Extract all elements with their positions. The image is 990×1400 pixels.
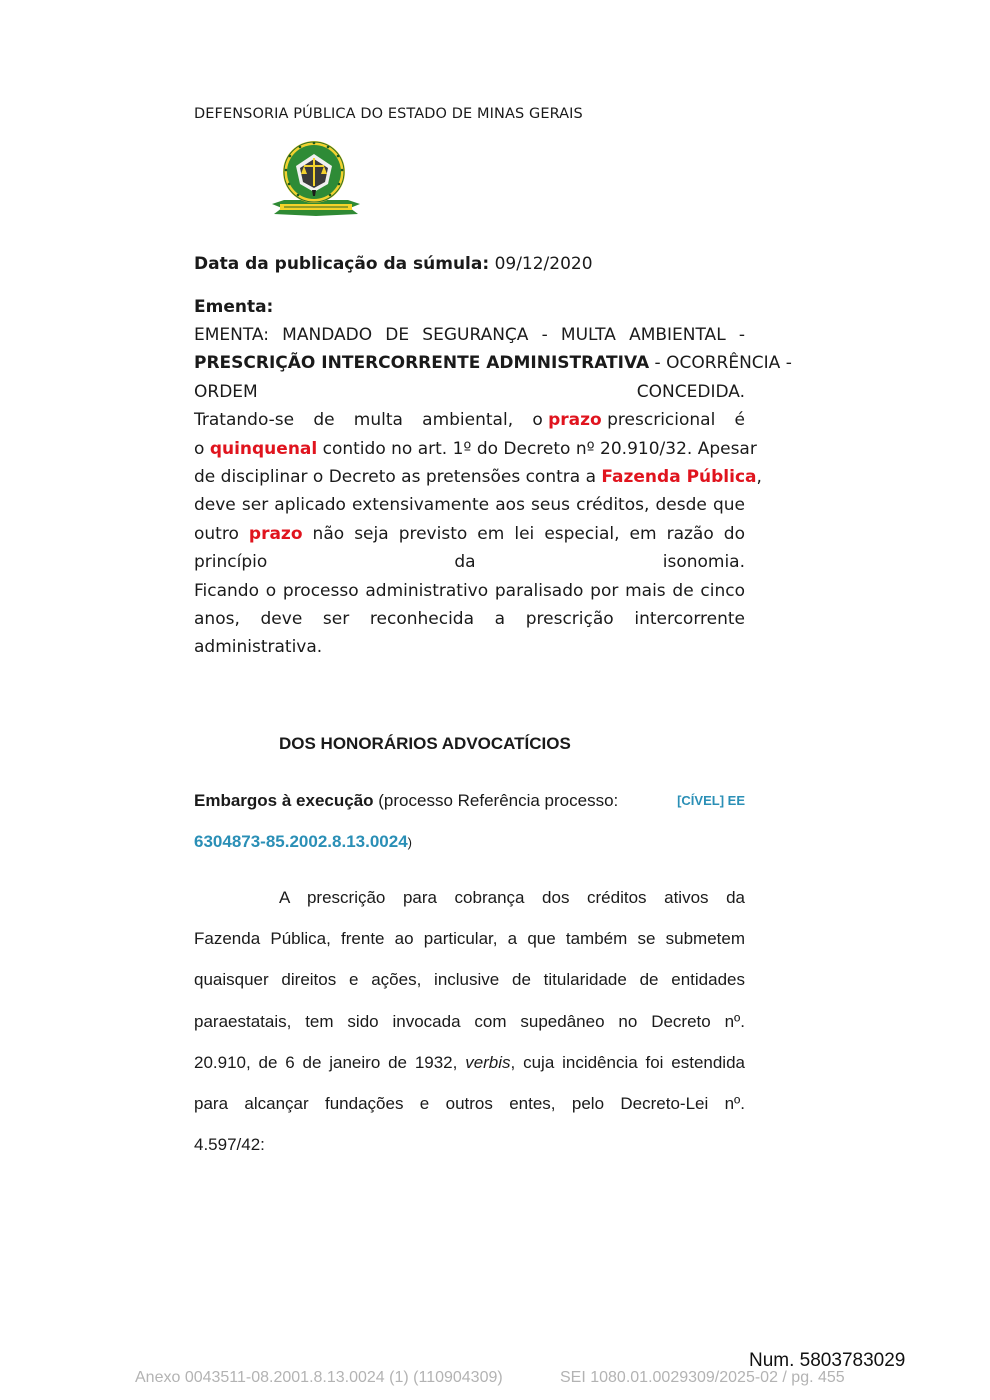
- publication-date: [194, 250, 745, 278]
- defensoria-seal-icon: [270, 138, 362, 220]
- ementa-line: anos, deve ser reconhecida a prescrição intercorrente: [194, 608, 745, 629]
- ementa-label: Ementa:: [194, 297, 274, 317]
- paragraph-line: quaisquer direitos e ações, inclusive de titularidade de entidades: [194, 970, 745, 990]
- ementa-line: ORDEM CONCEDIDA.: [194, 381, 745, 402]
- ementa-line: deve ser aplicado extensivamente aos seus créditos, desde que: [194, 495, 745, 516]
- paragraph-line: Fazenda Pública, frente ao particular, a que também se submetem: [194, 929, 745, 949]
- header-organization: DEFENSORIA PÚBLICA DO ESTADO DE MINAS GERAIS: [194, 106, 583, 122]
- publication-label: Data da publicação da súmula:: [194, 254, 490, 274]
- highlight-fazenda-publica: Fazenda Pública: [601, 466, 757, 487]
- ementa-line: de disciplinar o Decreto as pretensões contra a Fazenda Pública,: [194, 466, 762, 487]
- ementa-line: princípio da isonomia.: [194, 552, 745, 573]
- publication-date-value: 09/12/2020: [494, 254, 593, 274]
- paragraph-line: para alcançar fundações e outros entes, pelo Decreto-Lei nº.: [194, 1093, 745, 1113]
- ementa-line: Tratando-se de multa ambiental, o prazo prescricional é: [194, 410, 745, 431]
- ementa-line: PRESCRIÇÃO INTERCORRENTE ADMINISTRATIVA - OCORRÊNCIA -: [194, 353, 792, 374]
- ementa-line: administrativa.: [194, 637, 323, 658]
- ementa-line: outro prazo não seja previsto em lei especial, em razão do: [194, 523, 745, 544]
- highlight-quinquenal: quinquenal: [209, 438, 318, 459]
- paragraph-line: A prescrição para cobrança dos créditos ativos da: [279, 888, 745, 907]
- embargos-title: Embargos à execução: [194, 791, 374, 810]
- embargos-reference: Embargos à execução (processo Referência processo: [CÍVEL] EE 6304873-85.2002.8.13.0024): [194, 791, 745, 852]
- process-number-link[interactable]: 6304873-85.2002.8.13.0024: [194, 832, 408, 852]
- paragraph-line: 20.910, de 6 de janeiro de 1932, verbis, cuja incidência foi estendida: [194, 1052, 745, 1072]
- paragraph-line: paraestatais, tem sido invocada com supedâneo no Decreto nº.: [194, 1011, 745, 1031]
- ementa-body: [194, 321, 792, 662]
- document-number-stamp: Num. 5803783029: [749, 1350, 906, 1371]
- footer-sei-page: SEI 1080.01.0029309/2025-02 / pg. 455: [560, 1369, 845, 1386]
- prescricao-paragraph: [194, 886, 745, 1174]
- highlight-prazo: prazo: [248, 523, 303, 544]
- section-heading-honorarios: DOS HONORÁRIOS ADVOCATÍCIOS: [279, 734, 571, 753]
- civel-tag: [CÍVEL] EE: [677, 793, 745, 808]
- ementa-line: EMENTA: MANDADO DE SEGURANÇA - MULTA AMBIENTAL -: [194, 325, 745, 345]
- ementa-line: Ficando o processo administrativo paralisado por mais de cinco: [194, 580, 745, 601]
- paragraph-line: 4.597/42:: [194, 1135, 265, 1155]
- ementa-line: o quinquenal contido no art. 1º do Decreto nº 20.910/32. Apesar: [194, 438, 757, 459]
- footer-anexo: Anexo 0043511-08.2001.8.13.0024 (1) (110904309): [135, 1369, 503, 1386]
- highlight-prazo: prazo: [548, 410, 602, 431]
- embargos-text: (processo Referência processo:: [373, 791, 619, 810]
